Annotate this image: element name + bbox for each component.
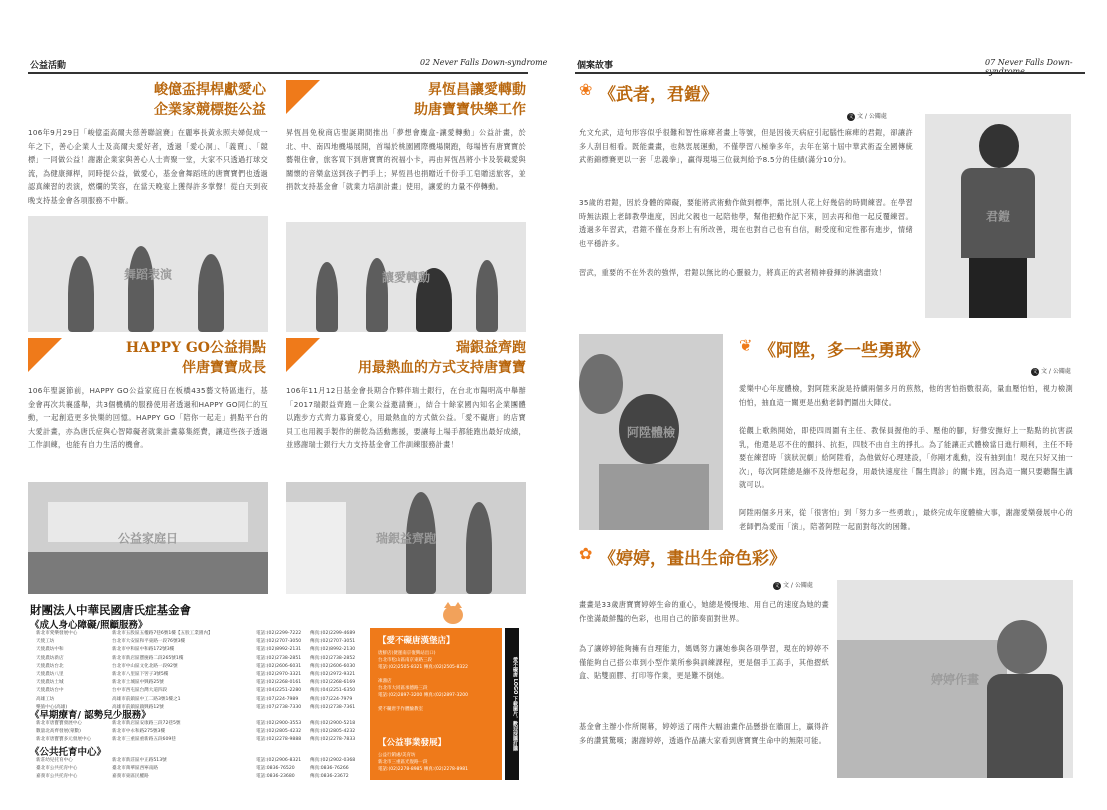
leaf-icon: ❦ <box>739 336 753 355</box>
a1-title <box>100 80 266 120</box>
s1-p2: 35歲的君鎧，因於身體的障礙，要能將武術動作做到標準，需比別人花上好幾倍的時間練習。在學習時無法跟上老師教學進度，因此父親也一起陪他學，幫他把動作記下來，回去再和他一起反覆練習。透過多年習武，君鎧不僅在身形上有所改善，現在也對自己也有自信，耐受度和定性都有進步，情緒也平穩許多。 <box>579 198 913 248</box>
dir-cell: 電話:(02)2738-2851 <box>256 655 302 661</box>
s3-head <box>997 620 1047 674</box>
a4-sign <box>286 502 346 594</box>
dir-cell: 新北市愛樂發展中心 <box>36 631 78 636</box>
a1-photo <box>28 216 268 332</box>
dir-cell: 電話:(07)2738-7330 <box>256 704 302 710</box>
dir-cell: 電話:(02)2268-0161 <box>256 680 302 686</box>
dir-cell: 電話:(02)2278-9888 <box>256 737 302 743</box>
s1-head <box>979 124 1019 168</box>
s2-byline-text: 文 / 公關處 <box>1041 368 1071 375</box>
s3-p2: 為了讓婷婷能夠擁有自理能力，媽媽努力讓她參與各項學習，現在的婷婷不僅能夠自己搭公車到小型作業所參與訓練課程，更是個手工高手，其他摺紙盒、貼雙面膠、打印等作業，更是難不倒她。 <box>579 644 829 680</box>
a2-photo <box>286 222 526 332</box>
s3-photo-label: 婷婷作畫 <box>930 672 979 687</box>
s1-photo <box>925 114 1071 318</box>
dir-cell: 電話:(02)2606-6031 <box>256 663 302 669</box>
dir-cell: 電話:(02)2900-3553 <box>256 721 302 726</box>
a3-title <box>70 338 266 378</box>
dir-cell: 電話:(02)2805-4232 <box>256 729 302 735</box>
dir-cell: 新北市新店區安康路三段72巷5號 <box>112 721 181 726</box>
dir-cell: 新北市中永和路275號3樓 <box>112 729 166 735</box>
dir-cell: 天使農坊土城 <box>36 680 64 686</box>
business-box-title: 【公益事業發展】 <box>378 738 447 748</box>
a4-runner <box>466 502 492 594</box>
dir-cell: 電話:(07)224-7989 <box>256 696 299 702</box>
author-icon: 文 <box>848 113 854 120</box>
store-box-line: 唐鮮店(捷運南京復興站出口) <box>378 651 436 656</box>
a2-photo-label: 讓愛轉動 <box>381 270 430 285</box>
store-box-line: 電話:(02)2897-3200 傳真:(02)2897-3200 <box>378 693 468 698</box>
a3-photo-label: 公益家庭日 <box>117 531 178 546</box>
s1-photo-label: 君鎧 <box>985 209 1010 224</box>
a4-photo-label: 瑞銀益齊跑 <box>375 531 436 546</box>
dir-cell: 傳真:0836-76266 <box>310 766 349 772</box>
a4-title-line2: 用最熱血的方式支持唐寶寶 <box>358 360 526 376</box>
dir-cell: 樂旅中心(高雄) <box>36 704 68 710</box>
a3-title-line1: HAPPY GO公益捐點 <box>125 340 266 356</box>
dir-cell: 嘉義市東區民權路 <box>112 774 149 780</box>
author-icon: 文 <box>1032 368 1038 375</box>
a2-body: 昇恆昌免稅商店聖誕期間推出「夢想會麋盒-讓愛轉動」公益計畫，於北、中、南四地機場展開，首場於桃園國際機場開跑，每場皆有唐寶寶於藝報住會，旅客買下到唐寶寶的祝福小卡，再由昇恆昌將小卡及裝載愛與關懷的音樂盒送到孩子們手上；昇恆昌也捐贈近千份手工皂贈送旅客，並捐款支持基金會「就業力培訓計畫」使用，讓愛的力量不停轉動。 <box>286 128 526 191</box>
s2-p3: 阿陞兩個多月來，從「很害怕」到「努力多一些勇敢」，最終完成年度體檢大事，謝謝愛樂發展中心的老師們為愛而「演」，陪著阿陞一起面對每次的困難。 <box>739 508 1073 531</box>
s2-table <box>599 464 709 530</box>
a4-title-line1: 瑞銀益齊跑 <box>456 340 526 356</box>
a2-title <box>330 80 526 120</box>
s2-photo-label: 阿陞體檢 <box>626 425 675 440</box>
a3-corner-triangle <box>28 338 62 372</box>
s1-p1: 允文允武，這句形容似乎很難和智性麻痺者畫上等號，但是因後天病症引起腦性麻痺的君鎧，卻讓許多人刮目相看。既能畫畫，也熱衷展運動，不僅學習八極拳多年，去年在第十屆中華武術盃全國傳統武術錦標賽更以一套「忠義拳」，贏得現場三位裁判給予8.5分的佳績(滿分10分)。 <box>579 128 913 164</box>
download-vertical-bar: 愛不礙唐 LOGO 下載圖片，歡迎採購訂購 <box>505 628 519 780</box>
dir-cell: 天使農坊中和 <box>36 647 64 653</box>
a3-title-line2: 伴唐寶寶成長 <box>182 360 266 376</box>
cat-illustration <box>438 600 468 626</box>
store-box-line: 新北市三重區光復路一段 <box>378 760 428 765</box>
dir-cell: 傳真:(02)2902-0368 <box>310 758 356 763</box>
store-box-lines <box>378 650 468 713</box>
store-box-line: 電話:(02)2505-8321 傳真:(02)2505-8322 <box>378 665 468 670</box>
dir-cell: 新北市中和區中和路172號3樓 <box>112 647 175 653</box>
dir-cell: 電話:(02)2906-8321 <box>256 758 302 763</box>
dir-cell: 電話:(02)8992-2131 <box>256 647 302 653</box>
dir-cell: 新北市八里區下罟子3號5樓 <box>112 672 169 677</box>
dir-cell: 天使農坊台北 <box>36 663 64 669</box>
dir-cell: 臺北市公共托育中心 <box>36 766 78 772</box>
store-box-line: 公益行銷處/美育坊 <box>378 753 416 758</box>
a2-title-line2: 助唐寶寶快樂工作 <box>414 102 526 118</box>
dir-cell: 天使農坊八里 <box>36 672 64 677</box>
s2-title: 《阿陞，多一些勇敢》 <box>759 341 929 361</box>
dir-cell: 傳真:(02)2606-6030 <box>310 663 356 669</box>
s3-body <box>987 674 1063 778</box>
store-box-line <box>378 671 468 678</box>
a1-title-line1: 峻億盃捍桿獻愛心 <box>154 82 266 98</box>
a1-title-line2: 企業家競標挺公益 <box>154 102 266 118</box>
left-header-rule <box>28 72 528 74</box>
a3-crowd <box>28 552 268 594</box>
dir-section-1: 《成人身心障礙/照顧服務》 <box>30 620 148 631</box>
dir-cell: 台北市大安區和平東路一段76號3樓 <box>112 639 186 645</box>
s2-nurse <box>579 354 623 414</box>
dir-section-2: 《早期療育/ 認勢兒少服務》 <box>30 710 151 721</box>
left-header-page: 02 Never Falls Down-syndrome <box>420 58 548 67</box>
s2-byline <box>1031 366 1071 376</box>
right-page <box>553 0 1107 810</box>
dir-cell: 傳真:(02)8992-2130 <box>310 647 356 653</box>
dir-section-3: 《公共托育中心》 <box>30 747 107 758</box>
dir-cell: 台北市中山區文化北路一段92號 <box>112 663 178 669</box>
dir-cell: 新莊幼兒托育中心 <box>36 758 73 763</box>
s1-byline-text: 文 / 公關處 <box>857 113 887 120</box>
butterfly-icon: ❀ <box>579 80 593 99</box>
dir-cell: 天使農坊台中 <box>36 688 64 694</box>
dir-cell: 傳真:(02)2738-7361 <box>310 704 356 710</box>
dir-cell: 傳真:(07)224-7979 <box>310 696 353 702</box>
dir-cell: 新北市新店區寶慶路二段265號1樓 <box>112 655 184 661</box>
s2-p1: 愛樂中心年度體檢，對阿陞來說是持續兩個多月的煎熬，他的害怕指數很高，量血壓怕怕，視力檢測怕怕，抽血這一關更是出動老師們圍出大陣仗。 <box>739 384 1073 407</box>
dir-cell: 台中市西屯區台灣大道四段 <box>112 688 168 694</box>
flower-icon: ✿ <box>579 544 593 563</box>
dir-cell: 新北市土城區中興路25號 <box>112 680 164 686</box>
dir-cell: 新北市三重區重新路五段609巷 <box>112 737 176 743</box>
dir-cell: 傳真:(02)2707-3051 <box>310 639 356 645</box>
a1-photo-label: 舞蹈表演 <box>123 267 172 282</box>
right-header-section: 個案故事 <box>577 61 614 71</box>
s3-p3: 基金會主辦小作所開幕，婷婷送了兩件大幅油畫作品懸掛在牆面上，贏得許多的讚賞驚嘆；謝謝婷婷，透過作品讓大家看到唐寶寶生命中的無限可能。 <box>579 722 829 745</box>
dir-cell: 傳真:(02)2900-5218 <box>310 721 356 726</box>
dir-cell: 傳真:(02)2299-4689 <box>310 631 356 636</box>
dir-cell: 臺北市萬華區西寧南路 <box>112 766 158 772</box>
right-header-page: 07 Never Falls Down- <box>985 58 1073 67</box>
right-header-rule <box>575 72 1085 74</box>
dir-cell: 嘉義市公共托育中心 <box>36 774 78 780</box>
dir-cell: 電話:(02)2707-3050 <box>256 639 302 645</box>
store-box-title: 【愛不礙唐漢堡店】 <box>378 636 455 646</box>
dir-cell: 電話:(02)2970-3321 <box>256 672 302 677</box>
hamburger-store-box <box>370 628 502 780</box>
dir-cell: 電話:(02)2299-7222 <box>256 631 302 636</box>
dir-cell: 傳真:(02)2738-2852 <box>310 655 356 661</box>
dir-cell: 傳真:(02)2268-6169 <box>310 680 356 686</box>
a3-photo <box>28 482 268 594</box>
store-box-line: 電話:(02)2278-8985 傳真:(02)2278-8981 <box>378 767 468 772</box>
store-box-line <box>378 699 468 706</box>
s3-photo <box>837 580 1073 778</box>
a4-body: 106年11月12日基金會長期合作夥伴瑞士銀行，在台北市陽明高中舉辦「2017瑞銀益齊跑－企業公益邀請賽」，結合十餘家國內知名企業團體以跑步方式齊力募資愛心，用最熱血的方式做公益。「愛不礙唐」的店寶貝工也用親手製作的餅乾為活動應援，要讓每上場手都能跑出最好成績，並感謝瑞士銀行大力支持基金會工作訓練服務計畫！ <box>286 386 526 449</box>
dir-cell: 新北市新莊區中正路513號 <box>112 758 167 763</box>
dir-cell: 天使工坊 <box>36 639 55 645</box>
a1-body: 106年9月29日「峻億盃高爾夫慈善聯誼賽」在麗寧長黃永照夫婦促成一年之下，善心企業人士及高爾夫愛好者，透過「愛心洞」、「義賣」、「競標」一同做公益！謝謝企業家與善心人士齊聚一堂，大家不只透過打球交流，為健康揮桿，同時提公益，做愛心，基金會舞蹈班的唐寶寶們也透過認真練習的表演，燃爛的笑容，在當天晚宴上獲得許多掌聲！從白天到夜晚支持基金會各項服務不中斷。 <box>28 128 268 205</box>
s3-title: 《婷婷，畫出生命色彩》 <box>599 549 786 569</box>
s1-legs <box>969 258 1027 318</box>
dir-cell: 傳真:0836-23672 <box>310 774 349 780</box>
business-box-lines <box>378 752 468 773</box>
a3-body: 106年聖誕節前，HAPPY GO公益家庭日在板橋435藝文特區進行，基金會再次共襄盛舉，共3個機構的服務使用者透過和HAPPY GO同仁的互動，一起創造更多快樂的回憶。HAPPY GO「陪你一起走」捐點平台的大愛計畫，亦為唐氏症與心智障礙者就業計畫募集經費，讓這些孩子透過工作訓練，也能有自力生活的機會。 <box>28 386 268 449</box>
a4-corner-triangle <box>286 338 320 372</box>
dir-cell: 電話:0836-23680 <box>256 774 295 780</box>
dir-cell: 傳真:(02)2972-9321 <box>310 672 356 677</box>
a2-title-line1: 昇恆昌讓愛轉動 <box>428 82 526 98</box>
s1-p3: 習武，重要的不在外表的強悍，君鎧以無比的心靈毅力，將真正的武者精神發揮的淋漓盡致！ <box>579 268 886 277</box>
dir-cell: 傳真:(04)2251-6350 <box>310 688 356 694</box>
dir-cell: 高雄市前鎮區中工二路3號1樓之1 <box>112 696 181 702</box>
a2-corner-triangle <box>286 80 320 114</box>
author-icon: 文 <box>774 582 780 589</box>
left-page <box>0 0 553 810</box>
a1-figure <box>128 246 154 332</box>
store-box-line: 台北市松山區南京東路三段 <box>378 658 432 663</box>
s2-p2: 從觀上歌熱開始，即使四周圍有主任、教保員握他的手、壓他的腳，好聲安撫好上一點點的抗害誤乳，他還是忍不住的顫抖、抗拒，四肢不由自主的掙扎。為了能讓正式體檢當日進行順利，主任不時要在練習時「演狀況劇」給阿陞看，為他做好心理建設，「你剛才亂動，沒有抽到血！現在只好又抽一次」，每次阿陞總是繃不及待想起身，用最快速度往「醫生問診」的關卡跑，因為這一關只要聽醫生講就可以。 <box>739 426 1073 489</box>
s3-byline-text: 文 / 公關處 <box>783 582 813 589</box>
left-header-section: 公益活動 <box>30 61 67 71</box>
dir-cell: 傳真:(02)2805-4232 <box>310 729 356 735</box>
s3-p1: 畫畫是33歲唐寶寶婷婷生命的重心，她總是慢慢地、用自己的速度為她的畫作塗滿最鮮豔的色彩，也用自己的節奏面對世界。 <box>579 600 829 623</box>
dir-cell: 高雄工坊 <box>36 696 55 702</box>
a4-title <box>330 338 526 378</box>
dir-cell: 天使農坊新店 <box>36 655 64 661</box>
dir-cell: 新北市五股區五權路7巷6號1樓【五股工業園內】 <box>112 631 213 636</box>
s1-title: 《武者，君鎧》 <box>599 85 718 105</box>
dir-cell: 新北市唐寶寶發展中心 <box>36 721 82 726</box>
store-box-line: 台北市大同區承德路三段 <box>378 686 428 691</box>
a4-photo <box>286 482 526 594</box>
dir-cell: 電話:0836-76520 <box>256 766 295 772</box>
store-box-line: 愛不礙唐手作體驗教室 <box>378 707 423 712</box>
s1-byline <box>847 111 887 121</box>
org-title: 財團法人中華民國唐氏症基金會 <box>30 603 191 617</box>
s2-photo <box>579 334 723 530</box>
dir-cell: 高雄市前鎮區鎮興路12號 <box>112 704 164 710</box>
dir-cell: 新北市唐寶寶多元發展中心 <box>36 737 92 743</box>
store-box-line: 凍鴻店 <box>378 679 392 684</box>
dir-cell: 電話:(04)2251-2280 <box>256 688 302 694</box>
s3-painting <box>837 640 1007 778</box>
dir-cell: 傳真:(02)2278-7833 <box>310 737 356 743</box>
dir-cell: 數量北高齊發展(蒙數) <box>36 729 81 735</box>
s3-byline <box>773 580 813 590</box>
